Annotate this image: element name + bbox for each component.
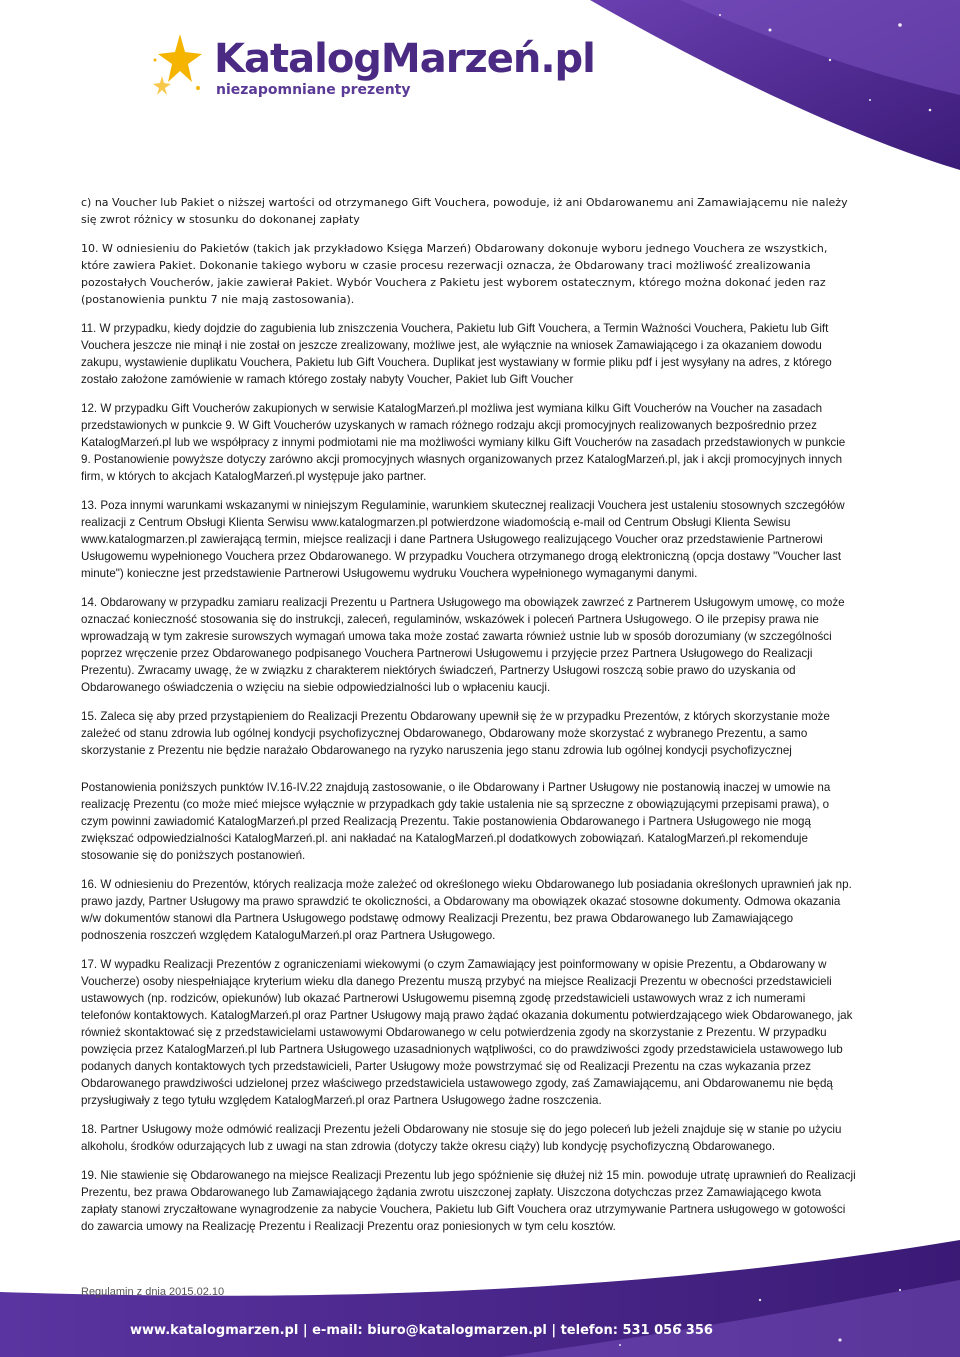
paragraph-14: 14. Obdarowany w przypadku zamiaru realizacji Prezentu u Partnera Usługowego ma obowiązek zawrzeć z Partnerem Usługowym umowę, co może oznaczać konieczność stosowania się do instrukcji, zaleceń, regulaminów, wskazówek i poleceń Partnera Usługowego. O ile przepisy prawa nie wprowadzają w tym zakresie surowszych wymagań umowa taka może zostać zawarta również ustnie lub w sposób dorozumiany (w szczególności poprzez wręczenie przez Obdarowanego podpisanego Vouchera Partnerowi Usługowemu i przyjęcie przez Partnera Usługowego do Realizacji Prezentu). Zwracamy uwagę, że w związku z charakterem niektórych świadczeń, Partnerzy Usługowi roszczą sobie prawo do uzyskania od Obdarowanego oświadczenia o wzięciu na siebie odpowiedzialności lub o wpłaceniu kaucji. [81, 596, 845, 694]
footer-contact[interactable]: www.katalogmarzen.pl | e-mail: biuro@katalogmarzen.pl | telefon: 531 056 356 [130, 1323, 713, 1338]
paragraph-c: c) na Voucher lub Pakiet o niższej wartości od otrzymanego Gift Vouchera, powoduje, iż ani Obdarowanemu ani Zamawiającemu nie należy się zwrot różnicy w stosunku do dokonanej zapłaty [81, 196, 848, 226]
footer-date: Regulamin z dnia 2015.02.10 [81, 1286, 225, 1298]
paragraph-15: 15. Zaleca się aby przed przystąpieniem do Realizacji Prezentu Obdarowany upewnił się że w przypadku Prezentów, z których skorzystanie może zależeć od stanu zdrowia lub ogólnej kondycji psychofizycznej Obdarowanego, Obdarowany może skorzystać z wybranego Prezentu, a samo skorzystanie z Prezentu nie będzie narażało Obdarowanego na ryzyko naruszenia jego stanu zdrowia lub ogólnej kondycji psychofizycznej [81, 710, 830, 757]
paragraph-19: 19. Nie stawienie się Obdarowanego na miejsce Realizacji Prezentu lub jego spóźnienie się dłużej niż 15 min. powoduje utratę uprawnień do Realizacji Prezentu, bez prawa Obdarowanego lub Zamawiającego żądania zwrotu uiszczonej zapłaty. Uiszczona dotychczas przez Zamawiającego kwota zapłaty stanowi zryczałtowane wynagrodzenie za nabycie Vouchera, Pakietu lub Gift Vouchera oraz utrzymywanie Partnera usługowego w gotowości do zawarcia umowy na Realizację Prezentu i Realizacji Prezentu oraz poniesionych w tym celu kosztów. [81, 1169, 856, 1233]
paragraph-18: 18. Partner Usługowy może odmówić realizacji Prezentu jeżeli Obdarowany nie stosuje się do jego poleceń lub jeżeli znajduje się w stanie po użyciu alkoholu, środków odurzających lub z uwagi na stan zdrowia (dotyczy także okresu ciąży) lub kondycję psychofizyczną Obdarowanego. [81, 1123, 842, 1153]
paragraph-16: 16. W odniesieniu do Prezentów, których realizacja może zależeć od określonego wieku Obdarowanego lub posiadania określonych uprawnień jak np. prawo jazdy, Partner Usługowy ma prawo sprawdzić te okoliczności, a Obdarowany ma obowiązek okazać stosowne dokumenty. Odmowa okazania w/w dokumentów stanowi dla Partnera Usługowego podstawę odmowy Realizacji Prezentu, bez prawa Obdarowanego lub Zamawiającego podnoszenia roszczeń względem KataloguMarzeń.pl oraz Partnera Usługowego. [81, 878, 852, 942]
logo-tagline: niezapomniane prezenty [216, 82, 411, 98]
paragraph-postanowienia: Postanowienia poniższych punktów IV.16-IV.22 znajdują zastosowanie, o ile Obdarowany i Partner Usługowy nie postanowią inaczej w umowie na realizację Prezentu (co może mieć miejsce wyłącznie w przypadkach gdy takie ustalenia nie są sprzeczne z obowiązującymi przepisami prawa), o czym powinni zawiadomić KatalogMarzeń.pl przed Realizacją Prezentu. Takie postanowienia Obdarowanego i Partnera Usługowego nie mogą zwiększać odpowiedzialności KatalogMarzeń.pl. ani nakładać na KatalogMarzeń.pl dodatkowych zobowiązań. KatalogMarzeń.pl rekomenduje stosowanie się do poniższych postanowień. [81, 781, 831, 862]
logo-name: KatalogMarzeń.pl [214, 36, 595, 82]
paragraph-13: 13. Poza innymi warunkami wskazanymi w niniejszym Regulaminie, warunkiem skutecznej realizacji Vouchera jest ustaleniu stosownych szczegółów realizacji z Centrum Obsługi Klienta Serwisu www.katalogmarzen.pl potwierdzone wiadomością e-mail od Centrum Obsługi Klienta Sewisu www.katalogmarzen.pl zawierającą termin, miejsce realizacji i dane Partnera Usługowego realizującego Voucher oraz przedstawienie Partnerowi Usługowemu wypełnionego Vouchera przez Obdarowanego. W przypadku Vouchera otrzymanego drogą elektroniczną (opcja dostawy "Voucher last minute") konieczne jest przedstawienie Partnerowi Usługowemu wydruku Vouchera wypełnionego wymaganymi danymi. [81, 499, 845, 580]
paragraph-12: 12. W przypadku Gift Voucherów zakupionych w serwisie KatalogMarzeń.pl możliwa jest wymiana kilku Gift Voucherów na Voucher na zasadach przedstawionych w punkcie 9. W Gift Voucherów uzyskanych w ramach różnego rodzaju akcji promocyjnych realizowanych bezpośrednio przez KatalogMarzeń.pl lub we współpracy z innymi podmiotami nie ma możliwości wymiany kilku Gift Voucherów na zasadach przedstawionych w punkcie 9. Postanowienie powyższe dotyczy zarówno akcji promocyjnych własnych organizowanych przez KatalogMarzeń.pl, jak i akcji promocyjnych innych firm, w których to akcjach KatalogMarzeń.pl występuje jako partner. [81, 402, 846, 483]
paragraph-10: 10. W odniesieniu do Pakietów (takich jak przykładowo Księga Marzeń) Obdarowany dokonuje wyboru jednego Vouchera ze wszystkich, które zawiera Pakiet. Dokonanie takiego wyboru w czasie procesu rezerwacji oznacza, że Obdarowany traci możliwość zrealizowania pozostałych Voucherów, jakie zawierał Pakiet. Wybór Vouchera z Pakietu jest wyborem ostatecznym, którego można dokonać jeden raz (postanowienia punktu 7 nie mają zastosowania). [81, 242, 828, 306]
star-icon [150, 30, 220, 110]
paragraph-11: 11. W przypadku, kiedy dojdzie do zagubienia lub zniszczenia Vouchera, Pakietu lub Gift Vouchera, a Termin Ważności Vouchera, Pakietu lub Gift Vouchera jeszcze nie minął i nie został on jeszcze zrealizowany, możliwe jest, ale wyłącznie na wniosek Zamawiającego i za okazaniem dowodu zakupu, wystawienie duplikatu Vouchera, Pakietu lub Gift Vouchera. Duplikat jest wystawiany w formie pliku pdf i jest wysyłany na adres, z którego zostało założone zamówienie w ramach którego zostały nabyty Voucher, Pakiet lub Gift Voucher [81, 322, 832, 386]
paragraph-17: 17. W wypadku Realizacji Prezentów z ograniczeniami wiekowymi (o czym Zamawiający jest poinformowany w opisie Prezentu, a Obdarowany w Voucherze) osoby niespełniające kryterium wieku dla danego Prezentu muszą przybyć na miejsce Realizacji Prezentu w obecności przedstawicieli ustawowych (np. rodziców, opiekunów) lub okazać Partnerowi Usługowemu pisemną zgodę przedstawicieli ustawowych wraz z ich numerami telefonów kontaktowych. KatalogMarzeń.pl oraz Partner Usługowy mają prawo żądać okazania dokumentu potwierdzającego wiek Obdarowanego, jak również skontaktować się z przedstawicielami ustawowymi Obdarowanego w celu potwierdzenia zgody na skorzystanie z Prezentu. W przypadku powzięcia przez KatalogMarzeń.pl lub Partnera Usługowego uzasadnionych wątpliwości, co do prawdziwości zgody przedstawiciela ustawowego lub podanych danych kontaktowych tych przedstawicieli, Parter Usługowy może powstrzymać się od Realizacji Prezentu na czas wykazania przez Obdarowanego prawdziwości udzielonej przez właściwego przedstawiciela ustawowego zgody, zaś Zamawiającemu, ani Obdarowanemu nie będą przysługiwały z tego tytułu względem KatalogMarzeń.pl oraz Partnera Usługowego żadne roszczenia. [81, 958, 853, 1107]
document-body [81, 194, 856, 1247]
